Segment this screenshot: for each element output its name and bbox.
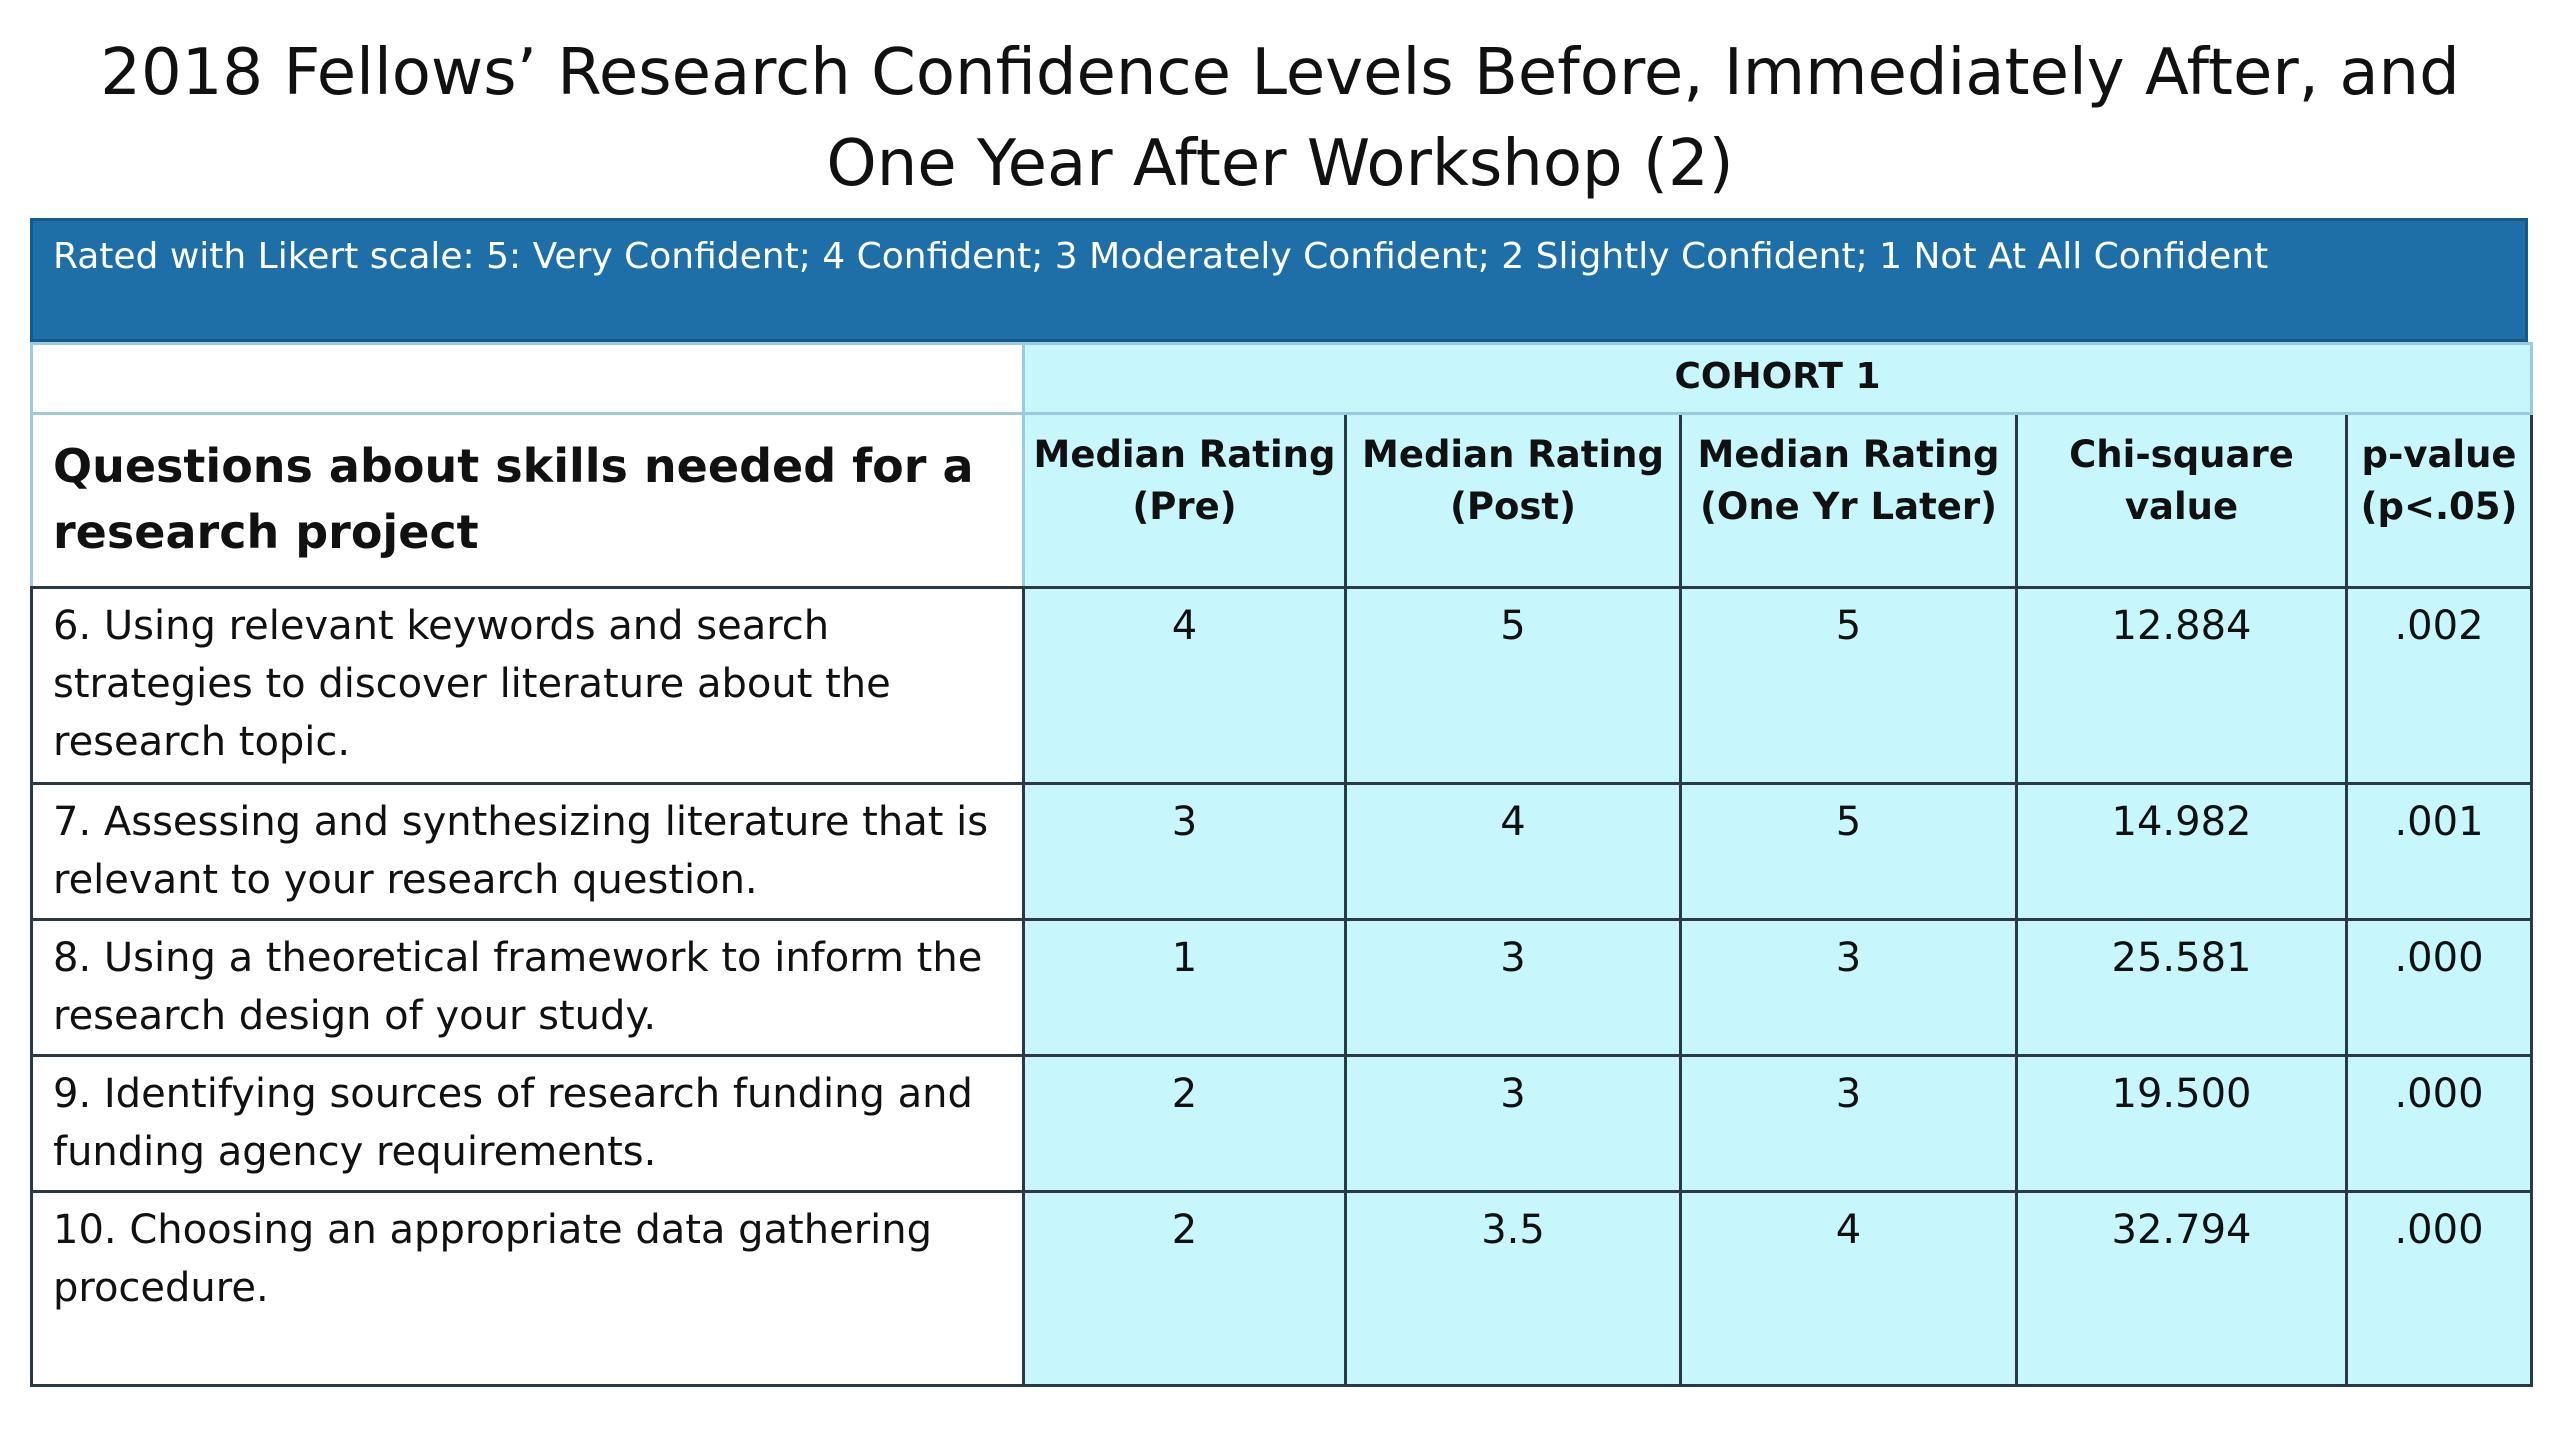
p-value-cell: .002: [2347, 588, 2532, 784]
table-row: [32, 784, 2532, 920]
median-pre-cell: 2: [1024, 1056, 1346, 1192]
cohort-label: COHORT 1: [1024, 344, 2532, 414]
column-header-median-one-yr-later: [1681, 414, 2017, 588]
column-header-p-value: [2347, 414, 2532, 588]
median-post-cell: 5: [1346, 588, 1681, 784]
column-header-text: p-value: [2361, 433, 2517, 476]
likert-scale-banner: Rated with Likert scale: 5: Very Confident; 4 Confident; 3 Moderately Confident; 2 Slightly Confident; 1 Not At All Confident: [30, 218, 2528, 342]
median-pre-cell: 4: [1024, 588, 1346, 784]
p-value-cell: .000: [2347, 1056, 2532, 1192]
p-value-cell: .000: [2347, 920, 2532, 1056]
table-row: [32, 588, 2532, 784]
table-row: [32, 920, 2532, 1056]
table-row: [32, 1192, 2532, 1386]
question-cell: 10. Choosing an appropriate data gathering procedure.: [32, 1192, 1024, 1386]
question-cell: 9. Identifying sources of research funding and funding agency requirements.: [32, 1056, 1024, 1192]
question-cell: 8. Using a theoretical framework to inform the research design of your study.: [32, 920, 1024, 1056]
chi-square-cell: 12.884: [2017, 588, 2347, 784]
median-post-cell: 3: [1346, 1056, 1681, 1192]
p-value-cell: .001: [2347, 784, 2532, 920]
chi-square-cell: 25.581: [2017, 920, 2347, 1056]
median-post-cell: 4: [1346, 784, 1681, 920]
chi-square-cell: 19.500: [2017, 1056, 2347, 1192]
column-header-text: Chi-square: [2069, 433, 2294, 476]
question-cell: 7. Assessing and synthesizing literature that is relevant to your research question.: [32, 784, 1024, 920]
column-header-text: (Pre): [1132, 485, 1237, 528]
cohort-header-row: [32, 344, 2532, 414]
column-header-text: (One Yr Later): [1699, 485, 1998, 528]
empty-corner-cell: [32, 344, 1024, 414]
column-header-text: Median Rating: [1697, 433, 2000, 476]
column-header-chi-square: [2017, 414, 2347, 588]
slide-title-line2: One Year After Workshop (2): [826, 127, 1734, 201]
median-post-cell: 3: [1346, 920, 1681, 1056]
question-column-header: Questions about skills needed for a research project: [32, 414, 1024, 588]
slide-title-line1: 2018 Fellows’ Research Confidence Levels Before, Immediately After, and: [100, 36, 2460, 110]
median-later-cell: 5: [1681, 588, 2017, 784]
median-pre-cell: 2: [1024, 1192, 1346, 1386]
question-cell: 6. Using relevant keywords and search strategies to discover literature about the research topic.: [32, 588, 1024, 784]
p-value-cell: .000: [2347, 1192, 2532, 1386]
median-later-cell: 3: [1681, 1056, 2017, 1192]
slide-title: [0, 28, 2560, 210]
column-header-text: (Post): [1449, 485, 1577, 528]
median-post-cell: 3.5: [1346, 1192, 1681, 1386]
column-header-text: Median Rating: [1362, 433, 1664, 476]
median-later-cell: 3: [1681, 920, 2017, 1056]
results-table: [30, 342, 2533, 1387]
column-header-row: [32, 414, 2532, 588]
column-header-text: Median Rating: [1033, 433, 1336, 476]
chi-square-cell: 14.982: [2017, 784, 2347, 920]
column-header-text: value: [2124, 485, 2239, 528]
column-header-median-pre: [1024, 414, 1346, 588]
median-pre-cell: 1: [1024, 920, 1346, 1056]
median-later-cell: 4: [1681, 1192, 2017, 1386]
column-header-text: (p<.05): [2360, 485, 2518, 528]
median-pre-cell: 3: [1024, 784, 1346, 920]
median-later-cell: 5: [1681, 784, 2017, 920]
chi-square-cell: 32.794: [2017, 1192, 2347, 1386]
table-row: [32, 1056, 2532, 1192]
column-header-median-post: [1346, 414, 1681, 588]
